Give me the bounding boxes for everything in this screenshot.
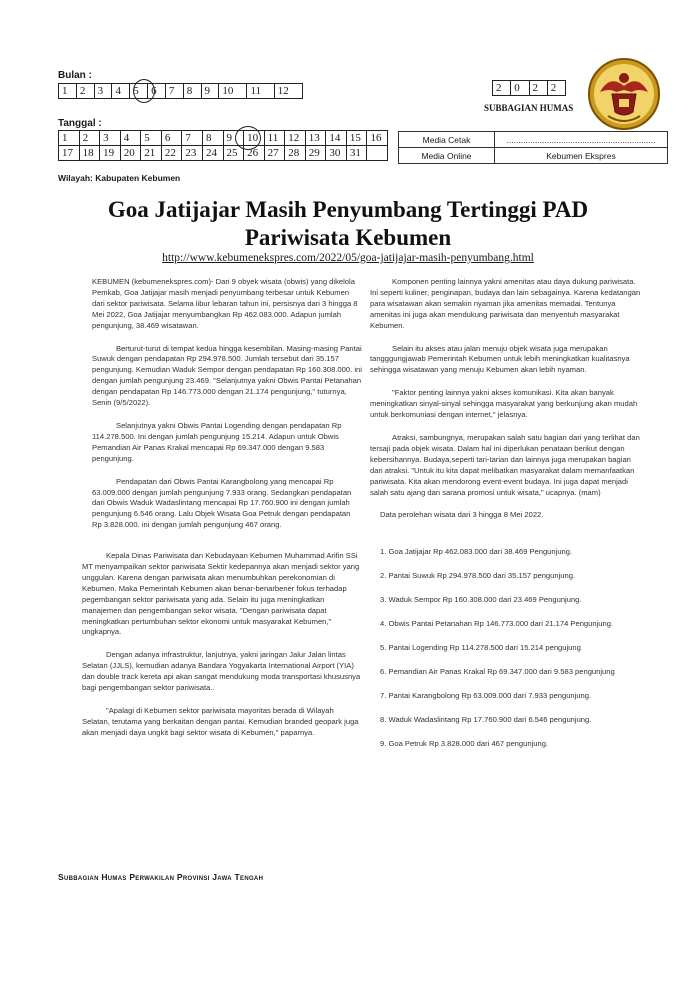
bulan-label: Bulan :: [58, 70, 92, 81]
month-cell: 7: [165, 84, 183, 99]
media-cetak-label: Media Cetak: [399, 132, 495, 148]
month-cell: 9: [201, 84, 219, 99]
selected-day-circle: [235, 126, 261, 150]
paragraph: Kepala Dinas Pariwisata dan Kebudayaan Kebumen Muhammad Arifin SSi MT menyampaikan sektor pariwisata Sektir kedepannya akan menjadi sektor yang unggulan. Karena dengan pariwisata akan menumbuhkan perekonomian di Kebumen. Maka Pemerintah Kebumen akan benar-benarbener fokus terhadap pegembangan sektor pariwisata yang ada. Selain itu juga meningkatkan manajemen dan pengembangan sekor wisata. "Dengan pariwisata dapat meningkatkan pertumbuhan sektor ekonomi untuk masyarakat Kebumen," ungkapnya.: [82, 551, 360, 637]
media-online-value: Kebumen Ekspres: [495, 148, 668, 164]
month-grid: [58, 83, 303, 99]
day-cell: 27: [264, 146, 285, 161]
list-item: 7. Pantai Karangbolong Rp 63.009.000 dari 7.933 pengunjung.: [380, 690, 592, 700]
month-cell: 1: [59, 84, 77, 99]
data-list: [370, 547, 645, 749]
day-cell: 11: [264, 131, 285, 146]
day-cell: 16: [367, 131, 388, 146]
day-cell: 20: [120, 146, 141, 161]
year-grid: [492, 80, 566, 96]
day-cell: 12: [285, 131, 306, 146]
day-cell: 22: [161, 146, 182, 161]
article-title-line2: Pariwisata Kebumen: [244, 225, 452, 250]
year-digit-cell: 2: [529, 81, 547, 96]
day-cell: [367, 146, 388, 161]
year-digit-cell: 2: [493, 81, 511, 96]
media-table: [398, 131, 668, 164]
day-cell: 25: [223, 146, 244, 161]
day-cell: 29: [305, 146, 326, 161]
list-item: 6. Pemandian Air Panas Krakal Rp 69.347.000 dari 9.583 pengunjung: [380, 666, 615, 676]
paragraph: "Apalagi di Kebumen sektor pariwisata mayoritas berada di Wilayah Selatan, terutama yang berkaitan dengan pantai. Kemudian branded geopark juga akan menjadi daya ungkit bagi sektor wisata di Kebumen," paparnya.: [82, 706, 359, 737]
day-cell: 4: [120, 131, 141, 146]
year-digit-cell: 0: [511, 81, 529, 96]
year-digit-cell: 2: [547, 81, 565, 96]
list-item: 9. Goa Petruk Rp 3.828.000 dari 467 pengunjung.: [380, 738, 549, 748]
list-item: 1. Goa Jatijajar Rp 462.083.000 dari 38.469 Pengunjung.: [380, 547, 573, 557]
article-title-line1: Goa Jatijajar Masih Penyumbang Tertinggi PAD: [107, 197, 589, 222]
day-cell: 13: [305, 131, 326, 146]
month-cell: 6: [148, 84, 166, 99]
day-cell: 1: [59, 131, 80, 146]
right-column: [370, 277, 645, 762]
day-cell: 14: [326, 131, 347, 146]
day-cell: 26: [244, 146, 265, 161]
month-cell: 2: [76, 84, 94, 99]
list-item: 8. Waduk Wadaslintang Rp 17.760.900 dari 6.546 pengunjung.: [380, 714, 592, 724]
day-cell: 17: [59, 146, 80, 161]
month-cell: 12: [274, 84, 302, 99]
paragraph: Selanjutnya yakni Obwis Pantai Logending dengan pendapatan Rp 114.278.500. Ini dengan jumlah pengunjung 15.214. Adapun untuk Obwis Pemandian Air Panas Krakal mencapai Rp 69.347.000 dengan 9.583 pengunjung.: [92, 420, 342, 463]
day-cell: 23: [182, 146, 203, 161]
media-online-label: Media Online: [399, 148, 495, 164]
paragraph: Dengan adanya infrastruktur, lanjutnya, yakni jaringan Jalur Jalan lintas Selatan (JJLS), kemudian adanya Bandara Yogyakarta International Airport (YIA) dan double track kereta api akan sangat mendukung moda transportasi khususnya bagi pengembangan sektor pariwisata..: [82, 650, 361, 693]
day-cell: 18: [79, 146, 100, 161]
day-cell: 30: [326, 146, 347, 161]
day-cell: 24: [202, 146, 223, 161]
left-column: [82, 277, 362, 751]
month-cell: 8: [183, 84, 201, 99]
day-cell: 19: [100, 146, 121, 161]
list-item: 5. Pantai Logending Rp 114.278.500 dari 15.214 pengujung: [380, 642, 581, 652]
month-cell: 4: [112, 84, 130, 99]
day-grid: [58, 130, 388, 161]
list-item: 3. Waduk Sempor Rp 160.308.000 dari 23.469 Pengunjung.: [380, 595, 582, 605]
day-cell: 8: [202, 131, 223, 146]
month-cell: 3: [94, 84, 112, 99]
paragraph: "Faktor penting lainnya yakni akses komunikasi. Kita akan banyak meningkatkan sinyal-sinyal sehingga masyarakat yang berkunjung akan mudah untuk berkomuniasi dengan internet," jelasnya.: [370, 388, 638, 420]
day-cell: 2: [79, 131, 100, 146]
day-cell: 10: [244, 131, 265, 146]
day-cell: 28: [285, 146, 306, 161]
day-cell: 6: [161, 131, 182, 146]
month-cell: 10: [219, 84, 247, 99]
month-cell: 11: [247, 84, 274, 99]
paragraph: Data perolehan wisata dari 3 hingga 8 Mei 2022.: [380, 510, 544, 520]
paragraph: Selain itu akses atau jalan menuju objek wisata juga merupakan tangggungjawab Pemerintah Kebumen untuk lebih meningkatkan kualitasnya sehingga wisatawan yang menuju Kebumen akan lebih nyaman.: [370, 343, 630, 375]
footer-org: Subbagian Humas Perwakilan Provinsi Jawa Tengah: [58, 872, 264, 882]
day-cell: 7: [182, 131, 203, 146]
day-cell: 5: [141, 131, 162, 146]
day-cell: 9: [223, 131, 244, 146]
day-cell: 3: [100, 131, 121, 146]
day-cell: 15: [346, 131, 367, 146]
wilayah: Wilayah: Kabupaten Kebumen: [58, 173, 181, 183]
selected-month-circle: [133, 79, 155, 103]
paragraph: Pendapatan dari Obwis Pantai Karangbolong yang mencapai Rp 63.009.000 dengan jumlah pengunjung 7.933 orang. Sedangkan pendapatan dari Obwis Waduk Wadaslintang mencapai Rp 17.760.900 ini dengan jumlah pengunjung 6.546 orang. Lalu Objek Wisata Goa Petruk dengan pendapatan Rp 3.828.000. ini dengan jumlah pengunjung 467 orang.: [92, 476, 352, 530]
paragraph: Berturut-turut di tempat kedua hingga kesembilan. Masing-masing Pantai Suwuk dengan pendapatan Rp 294.978.500. Jumlah tersebut dari 35.157 pengunjung. Kemudian Waduk Sempor dengan pendapatan Rp 160.308.000. ini dengan jumlah pengunjung 23.469. "Selanjutnya yakni Obwis Pantai Petanahan dengan pendapatan Rp 146.773.000 dengan 21.174 pengunjung," tuturnya, Senin (9/5/2022).: [92, 343, 362, 408]
paragraph: Komponen penting lainnya yakni amenitas atau daya dukung pariwisata. Ini seperti kuliner, penginapan, budaya dan lain sebagainya. Karena kedatangan para wisatawan akan semakin nyaman jika amenitas memadai. Tentunya amenitas ini juga akan mendukung pariwisata dan menyentuh masyarakat Kebumen.: [370, 277, 641, 330]
tanggal-label: Tanggal :: [58, 118, 102, 129]
day-cell: 21: [141, 146, 162, 161]
month-cell: 5: [130, 84, 148, 99]
media-cetak-value: ...............................................................: [495, 132, 668, 148]
list-item: 2. Pantai Suwuk Rp 294.978.500 dari 35.157 pengunjung.: [380, 571, 576, 581]
paragraph: KEBUMEN (kebumenekspres.com)- Dari 9 obyek wisata (obwis) yang dikelola Pemkab, Goa Jatijajar masih menjadi penyumbang terbesar untuk Kebumen dari sektor pariwisata. Selama libur lebaran tahun ini, persisnya dari 3 hingga 8 Mei 2022, Goa Jatijajar menyumbangkan Rp 462.083.000. Adapun jumlah pengunjung, 38.469 wisatawan.: [92, 277, 358, 330]
day-cell: 31: [346, 146, 367, 161]
list-item: 4. Obwis Pantai Petanahan Rp 146.773.000 dari 21.174 Pengunjung.: [380, 619, 614, 629]
org-name: SUBBAGIAN HUMAS: [484, 103, 574, 113]
paragraph: Atraksi, sambungnya, merupakan salah satu bagian dari yang terlihat dan tersaji pada objek wisata. Dalam hal ini diperlukan penataan berikut dengan kebersihannya. Budaya,seperti tari-tarian dan lainnya juga merupakan bagian dari atraksi. "Untuk itu kita dapat melibatkan masyarakat dalam memanfaatkan pariwisata. Kita akan mendorong event-event budaya. Ini juga dapat menjadi salah satu ajang dan sarana promosi untuk wisata," ucapnya. (mam): [370, 432, 640, 497]
garuda-emblem-icon: [586, 56, 662, 132]
article-url-link[interactable]: http://www.kebumenekspres.com/2022/05/goa-jatijajar-masih-penyumbang.html: [162, 252, 534, 264]
